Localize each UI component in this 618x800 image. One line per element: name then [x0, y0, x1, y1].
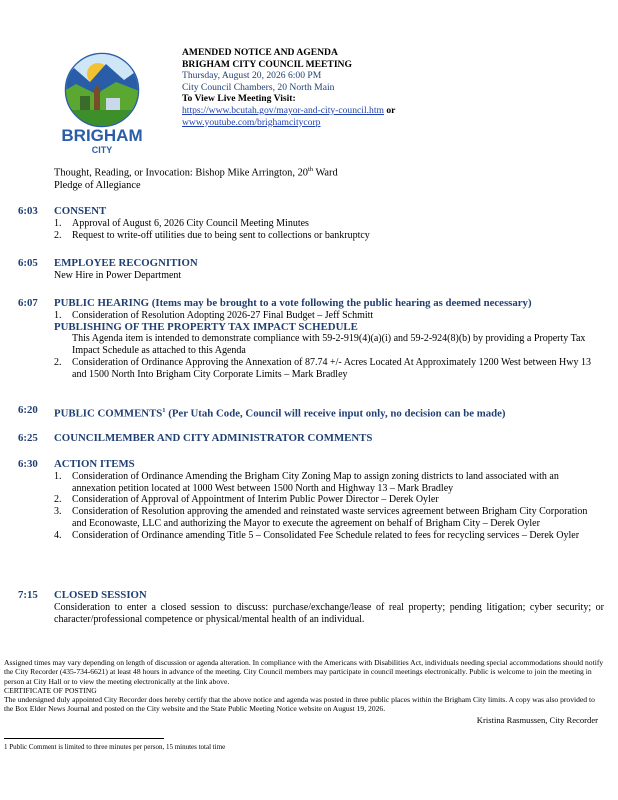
- header-date: Thursday, August 20, 2026 6:00 PM: [182, 70, 322, 82]
- logo-emblem-icon: [52, 52, 152, 156]
- brigham-city-logo: [52, 52, 152, 156]
- action-title: ACTION ITEMS: [54, 458, 135, 470]
- item-text: Approval of August 6, 2026 City Council Meeting Minutes: [72, 217, 309, 229]
- recorder-signature: Kristina Rasmussen, City Recorder: [476, 715, 598, 725]
- list-item: [54, 230, 604, 242]
- item-number: 1.: [54, 309, 62, 321]
- header-title: AMENDED NOTICE AND AGENDA: [182, 47, 338, 58]
- recognition-section: [18, 258, 604, 282]
- item-text: Consideration of Ordinance amending Title 5 – Consolidated Fee Schedule related to fees for recycling services – Derek Oyler: [72, 529, 580, 541]
- action-items-section: [18, 459, 604, 542]
- consent-title: CONSENT: [54, 205, 107, 217]
- public-comments-note: (Per Utah Code, Council will receive input only, no decision can be made): [165, 407, 506, 420]
- youtube-link[interactable]: www.youtube.com/brighamcitycorp: [182, 116, 321, 128]
- recognition-text: New Hire in Power Department: [54, 269, 182, 281]
- agenda-header: [182, 47, 395, 128]
- item-number: 4.: [54, 529, 62, 541]
- invocation-line: [54, 164, 338, 180]
- invocation-sup: th: [307, 166, 314, 173]
- item-number: 1.: [54, 470, 62, 482]
- pledge-line: Pledge of Allegiance: [54, 180, 141, 192]
- consent-section: [18, 206, 604, 241]
- list-item: [54, 471, 604, 495]
- logo-text: BRIGHAM: [61, 126, 143, 145]
- closed-session-section: [18, 590, 604, 625]
- council-comments-title: COUNCILMEMBER AND CITY ADMINISTRATOR COMMENTS: [54, 432, 373, 444]
- property-tax-subtitle: PUBLISHING OF THE PROPERTY TAX IMPACT SCHEDULE: [54, 320, 358, 333]
- item-text: Consideration of Approval of Appointment of Interim Public Power Director – Derek Oyler: [72, 494, 439, 506]
- council-comments-time: 6:25: [18, 432, 38, 444]
- item-number: 2.: [54, 356, 62, 368]
- list-item: [54, 506, 604, 530]
- hearing-time: 6:07: [18, 297, 38, 309]
- item-text: Request to write-off utilities due to being sent to collections or bankruptcy: [72, 229, 370, 241]
- ada-notice: Assigned times may vary depending on length of discussion or agenda alteration. In compliance with the Americans with Disabilities Act, individuals needing special accommodations should notify the City Recorder (435-734-6621) at least 48 hours in advance of the meeting. City Council members may participate in council meetings electronically. Public is welcome to join the meeting in person at City Hall or to view the meeting electronically at the link above.: [4, 658, 604, 686]
- recognition-time: 6:05: [18, 257, 38, 269]
- consent-time: 6:03: [18, 205, 38, 217]
- item-number: 1.: [54, 217, 62, 229]
- item-text: Consideration of Resolution approving the amended and reinstated waste services agreement between Brigham City Corporation and Econowaste, LLC and authorizing the Mayor to execute the agreement on behalf of Brigham City – Derek Oyler: [72, 506, 588, 529]
- public-hearing-section: [18, 298, 604, 381]
- public-comments-time: 6:20: [18, 404, 38, 416]
- header-or: or: [386, 104, 396, 116]
- footnote-ref: 1: [162, 407, 166, 414]
- public-comments-section: [18, 405, 604, 420]
- header-meeting-name: BRIGHAM CITY COUNCIL MEETING: [182, 58, 352, 70]
- footer-notice: [4, 658, 606, 714]
- property-tax-note: This Agenda item is intended to demonstrate compliance with 59-2-919(4)(a)(i) and 59-2-924(8)(b) by providing a Property Tax Impact Schedule as attached to this Agenda: [72, 333, 586, 357]
- item-text: Consideration of Ordinance Approving the Annexation of 87.74 +/- Acres Located At Approximately 1200 West between Hwy 13 and 1500 North Into Brigham City Corporate Limits – Mark Bradley: [72, 356, 591, 380]
- public-comments-label: PUBLIC COMMENTS: [54, 407, 163, 420]
- closed-text: Consideration to enter a closed session to discuss: purchase/exchange/lease of real property; pending litigation; cyber security; or character/professional competence or physical/mental health of an individual.: [54, 601, 604, 625]
- header-view-label: To View Live Meeting Visit:: [182, 93, 296, 105]
- item-number: 2.: [54, 229, 62, 241]
- header-location: City Council Chambers, 20 North Main: [182, 81, 335, 93]
- list-item: [54, 530, 604, 542]
- list-item: [54, 218, 604, 230]
- list-item: [54, 357, 604, 381]
- item-text: Consideration of Ordinance Amending the Brigham City Zoning Map to assign zoning districts to land associated with an annexation petition located at 1000 West between 1500 North and Highway 13 – Mark Bradley: [72, 470, 559, 494]
- hearing-title: PUBLIC HEARING (Items may be brought to a vote following the public hearing as deemed necessary): [54, 297, 532, 309]
- invocation-text: Thought, Reading, or Invocation: Bishop Mike Arrington, 20: [54, 167, 308, 179]
- item-number: 3.: [54, 506, 62, 518]
- item-text: Consideration of Resolution Adopting 2026-27 Final Budget – Jeff Schmitt: [72, 309, 374, 321]
- footnote: 1 Public Comment is limited to three minutes per person, 15 minutes total time: [4, 743, 226, 751]
- certificate-title: CERTIFICATE OF POSTING: [4, 685, 97, 695]
- city-council-link[interactable]: https://www.bcutah.gov/mayor-and-city-council.htm: [182, 104, 384, 116]
- item-number: 2.: [54, 494, 62, 506]
- footnote-divider: [4, 738, 164, 739]
- council-comments-section: [18, 433, 604, 445]
- recognition-title: EMPLOYEE RECOGNITION: [54, 257, 198, 269]
- closed-title: CLOSED SESSION: [54, 589, 147, 601]
- logo-subtext: CITY: [91, 145, 113, 155]
- list-item: [54, 494, 604, 506]
- public-comments-title: [54, 405, 604, 420]
- certificate-text: The undersigned duly appointed City Recorder does hereby certify that the above notice and agenda was posted in three public places within the Brigham City limits. A copy was also provided to the Box Elder News Journal and posted on the City website and the State Public Meeting Notice website on August 19, 2026.: [4, 695, 595, 714]
- invocation-block: [54, 164, 338, 193]
- list-item: [54, 310, 604, 322]
- header-links-line: [182, 105, 395, 117]
- invocation-ward: Ward: [313, 167, 338, 179]
- action-time: 6:30: [18, 458, 38, 470]
- closed-time: 7:15: [18, 589, 38, 601]
